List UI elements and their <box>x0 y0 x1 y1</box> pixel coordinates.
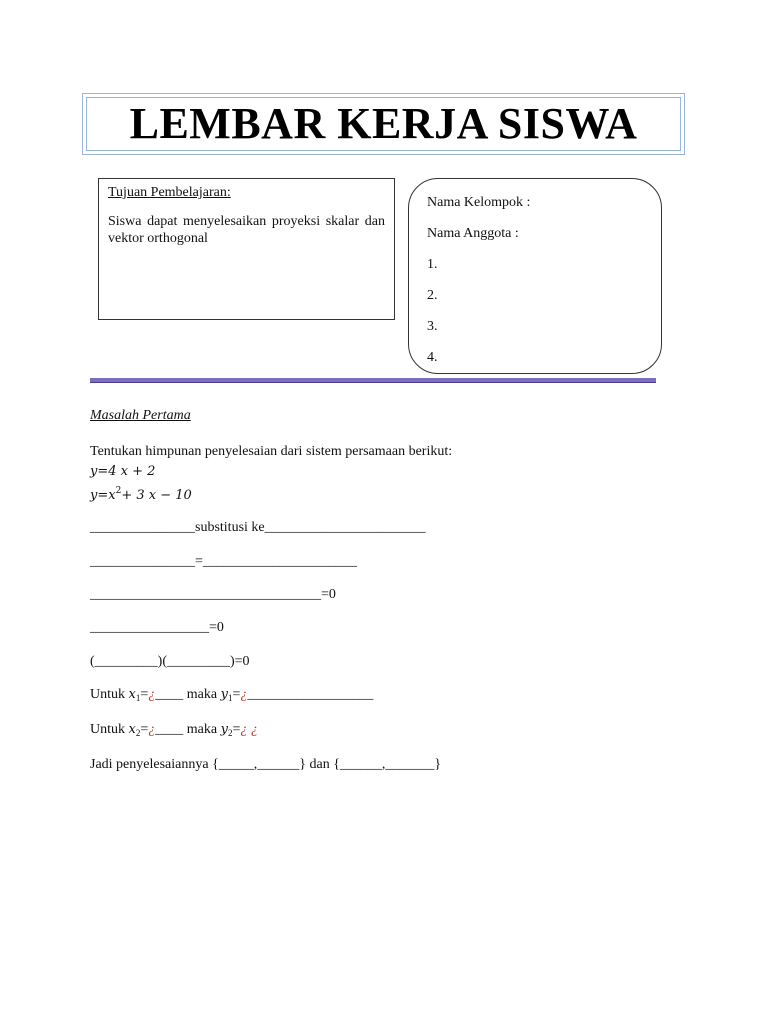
eq2-base: x <box>108 488 116 503</box>
x2-var: x <box>128 722 136 737</box>
x1-prefix: Untuk <box>90 687 129 702</box>
x1-glyph: ¿ <box>148 687 156 702</box>
x1-var: x <box>128 687 136 702</box>
title-box <box>82 93 685 155</box>
conclusion-line: Jadi penyelesaiannya {_____,______} dan {______,_______} <box>90 757 442 772</box>
y2-glyph: ¿ ¿ <box>240 722 258 737</box>
eq1-lhs: y <box>90 464 98 479</box>
page-title: LEMBAR KERJA SISWA <box>129 99 638 148</box>
member-line-3: 3. <box>427 319 438 334</box>
member-line-1: 1. <box>427 257 438 272</box>
x2-blank: ____ maka <box>155 722 221 737</box>
eq1-equals: = <box>97 464 109 479</box>
eq2-exponent: 2 <box>115 486 122 496</box>
group-name-label: Nama Kelompok : <box>427 195 531 210</box>
group-info-box <box>408 178 662 374</box>
step-equation: _______________=______________________ <box>90 554 357 569</box>
x1-solution-row <box>90 687 373 703</box>
learning-goal-text: Siswa dapat menyelesaikan proyeksi skalar dan vektor orthogonal <box>108 213 385 246</box>
eq2-lhs: y <box>90 488 98 503</box>
learning-goal-box <box>98 178 395 320</box>
x1-blank: ____ maka <box>155 687 221 702</box>
step-simplified: _________________=0 <box>90 620 224 635</box>
x2-glyph: ¿ <box>148 722 156 737</box>
section-divider <box>90 378 656 383</box>
equation-1 <box>90 464 155 479</box>
eq2-rest: + 3 x − 10 <box>121 488 192 503</box>
y2-equals: = <box>232 722 241 737</box>
x2-prefix: Untuk <box>90 722 129 737</box>
member-line-2: 2. <box>427 288 438 303</box>
y1-var: y <box>220 687 228 702</box>
x1-equals: = <box>140 687 149 702</box>
y1-glyph: ¿ <box>240 687 248 702</box>
y1-blank: __________________ <box>247 687 374 702</box>
equation-2 <box>90 486 192 503</box>
learning-goal-heading: Tujuan Pembelajaran: <box>108 185 231 200</box>
member-line-4: 4. <box>427 350 438 365</box>
members-label: Nama Anggota : <box>427 226 519 241</box>
eq1-rhs: 4 x + 2 <box>108 464 156 479</box>
x2-solution-row <box>90 722 258 738</box>
y1-equals: = <box>232 687 241 702</box>
step-substitution: _______________substitusi ke_______________________ <box>90 520 426 535</box>
y1-sub: 1 <box>227 693 233 703</box>
y2-var: y <box>220 722 228 737</box>
problem-instruction: Tentukan himpunan penyelesaian dari sistem persamaan berikut: <box>90 444 453 459</box>
step-factored: (_________)(_________)=0 <box>90 654 250 669</box>
y2-sub: 2 <box>227 728 233 738</box>
x2-sub: 2 <box>135 728 141 738</box>
problem-title: Masalah Pertama <box>90 408 191 423</box>
eq2-equals: = <box>97 488 109 503</box>
x1-sub: 1 <box>135 693 141 703</box>
title-inner-border <box>86 97 681 151</box>
step-zero-form: _________________________________=0 <box>90 587 336 602</box>
x2-equals: = <box>140 722 149 737</box>
